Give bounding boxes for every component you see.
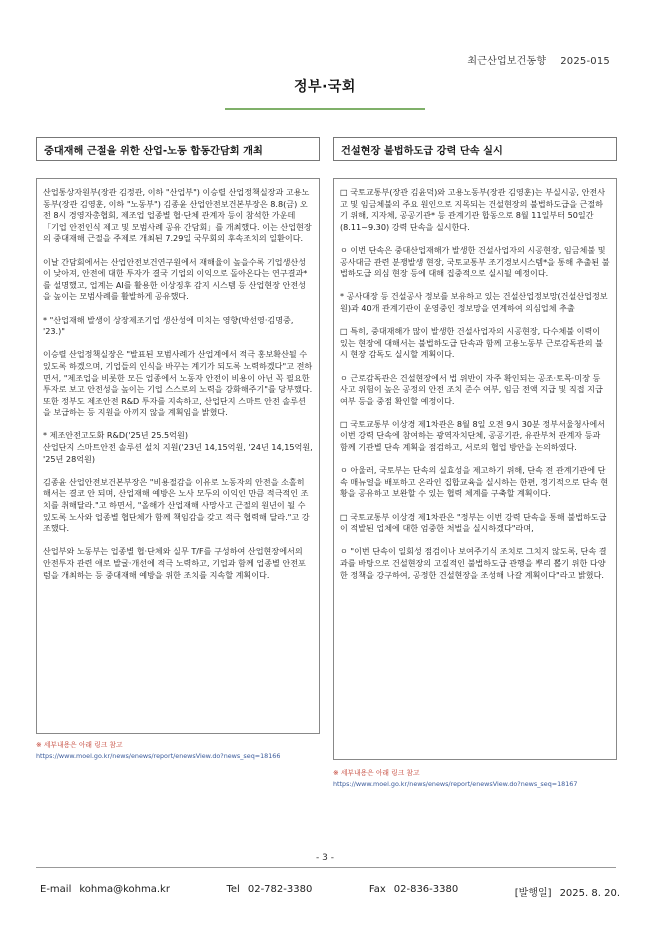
right-paragraph: □ 국토교통부 이상경 제1차관은 "정부는 이번 강력 단속을 통해 불법하도급이 적발된 업체에 대한 엄중한 처벌을 실시하겠다"라며, <box>340 511 607 534</box>
right-article-body <box>333 178 617 760</box>
left-section-heading: 중대재해 근절을 위한 산업-노동 합동간담회 개최 <box>36 137 320 161</box>
right-paragraph: ㅇ "이번 단속이 일회성 점검이나 보여주기식 조치로 그치지 않도록, 단속 결과를 바탕으로 건설현장의 고질적인 불법하도급 관행을 뿌리 뽑기 위한 다양한 정책을 강구하여, 공정한 건설현장을 조성해 나갈 계획이다"라고 밝혔다. <box>340 546 607 580</box>
footer-issued <box>515 884 620 899</box>
issue-number: 2025-015 <box>560 56 610 67</box>
email-value[interactable]: kohma@kohma.kr <box>79 884 170 895</box>
left-paragraph: * 제조안전고도화 R&D('25년 25.5억원) 산업단지 스마트안전 솔루션 설치 지원('23년 14,15억원, '24년 14,15억원, '25년 28억원) <box>43 430 313 464</box>
page-title-wrap <box>0 76 650 96</box>
right-paragraph: □ 특히, 중대재해가 많이 발생한 건설사업자의 시공현장, 다수체불 이력이 있는 현장에 대해서는 불법하도급 단속과 함께 고용노동부 근로감독관의 불시 현장 감독도 실시할 계획이다. <box>340 326 603 360</box>
left-paragraph: 김종윤 산업안전보건본부장은 "비용절감을 이유로 노동자의 안전을 소홀히 해서는 결코 안 되며, 산업재해 예방은 노사 모두의 이익인 만큼 적극적인 조치를 취해달라."고 하면서, "올해가 산업재해 사망사고 근절의 원년이 될 수 있도록 노사와 업종별 협단체가 함께 책임감을 갖고 적극 협력해 달라."고 강조했다. <box>43 476 310 534</box>
footer-divider <box>36 867 616 868</box>
right-paragraph: ㅇ 근로감독관은 건설현장에서 법 위반이 자주 확인되는 공조·토목·미장 등 사고 위험이 높은 공정의 안전 조치 준수 여부, 임금 전액 지급 및 직접 지급 여부 등을 중점 확인할 예정이다. <box>340 372 603 406</box>
left-reference-note: ※ 세부내용은 아래 링크 참고 <box>36 741 123 749</box>
page-number: - 3 - <box>316 853 334 863</box>
right-paragraph: □ 국토교통부(장관 김윤덕)와 고용노동부(장관 김영훈)는 부실시공, 안전사고 및 임금체불의 주요 원인으로 지목되는 건설현장의 불법하도급을 근절하기 위해, 지자체, 공공기관* 등 관계기관 합동으로 8월 11일부터 50일간(8.11~9.30) 강력 단속을 실시한다. <box>340 187 606 232</box>
footer-email <box>40 884 170 899</box>
issued-value: 2025. 8. 20. <box>559 888 620 899</box>
publication-header <box>453 52 610 67</box>
footer <box>40 884 620 899</box>
footer-tel <box>227 884 313 899</box>
right-paragraph: ㅇ 이번 단속은 중대산업재해가 발생한 건설사업자의 시공현장, 임금체불 및 공사대금 관련 분쟁발생 현장, 국토교통부 조기경보시스템*을 통해 추출된 불법하도급 의심 현장 등에 대해 집중적으로 실시될 예정이다. <box>340 244 610 279</box>
footer-fax <box>369 884 458 899</box>
left-paragraph: * "산업재해 발생이 상장제조기업 생산성에 미치는 영향(박선영·김명중, '23.)" <box>43 314 294 337</box>
title-underline <box>225 108 425 110</box>
left-paragraph: 산업부와 노동부는 업종별 협·단체와 실무 T/F를 구성하여 산업현장에서의 안전투자 관련 애로 발굴·개선에 적극 노력하고, 기업과 함께 업종별 안전포럼을 개최하는 등 중대재해 예방을 위한 조치를 지속할 계획이다. <box>43 546 306 580</box>
right-reference-link[interactable]: https://www.moel.go.kr/news/enews/report/enewsView.do?news_seq=18167 <box>333 780 578 788</box>
right-section-heading: 건설현장 불법하도급 강력 단속 실시 <box>333 137 617 161</box>
publication-name: 최근산업보건동향 <box>467 56 547 67</box>
page-title: 정부·국회 <box>294 79 356 95</box>
email-label: E-mail <box>40 884 72 895</box>
left-paragraph: 이승렬 산업정책실장은 "발표된 모범사례가 산업계에서 적극 홍보확산될 수 있도록 하겠으며, 기업들의 인식을 바꾸는 계기가 되도록 노력하겠다"고 전하면서, "제조업을 비롯한 모든 업종에서 노동자 안전이 비용이 아닌 꼭 필요한 투자로 보고 안전성을 높이는 기업 스스로의 노력을 강화해주기"를 당부했다. 또한 정부도 제조안전 R&D 투자를 지속하고, 산업단지 스마트 안전 솔루션을 보급하는 등 지원을 아끼지 않을 계획임을 밝혔다. <box>43 349 313 418</box>
right-paragraph: ㅇ 아울러, 국토부는 단속의 실효성을 제고하기 위해, 단속 전 관계기관에 단속 매뉴얼을 배포하고 온라인 집합교육을 실시하는 한편, 정기적으로 단속 현황을 공유하고 보완할 수 있는 협력 체계를 구축할 계획이다. <box>340 465 609 499</box>
left-article-body <box>36 178 320 734</box>
fax-value: 02-836-3380 <box>393 884 459 895</box>
tel-value: 02-782-3380 <box>247 884 313 895</box>
left-paragraph: 산업통상자원부(장관 김정관, 이하 "산업부") 이승렬 산업정책실장과 고용노동부(장관 김영훈, 이하 "노동부") 김종윤 산업안전보건본부장은 8.8(금) 오전 8시 경영자총협회, 제조업 업종별 협·단체 관계자 등이 참석한 가운데 「기업 안전인식 제고 및 모범사례 공유 간담회」를 개최했다. 이는 산업현장의 중대재해 근절을 주제로 개최된 7.29일 국무회의 후속조치의 일환이다. <box>43 187 312 244</box>
left-paragraph: 이날 간담회에서는 산업안전보건연구원에서 재해율이 높을수록 기업생산성이 낮아져, 안전에 대한 투자가 결국 기업의 이익으로 돌아온다는 연구결과*를 설명했고, 업계는 AI를 활용한 이상징후 감지 시스템 등 산업현장 안전성을 높이는 모범사례를 활발하게 공유했다. <box>43 256 308 302</box>
tel-label: Tel <box>226 884 240 895</box>
right-reference-note: ※ 세부내용은 아래 링크 참고 <box>333 769 420 777</box>
left-reference-link[interactable]: https://www.moel.go.kr/news/enews/report/enewsView.do?news_seq=18166 <box>36 752 281 760</box>
right-paragraph: * 공사대장 등 건설공사 정보를 보유하고 있는 건설산업정보망(건설산업정보원)과 40개 관계기관이 운영중인 정보망을 연계하여 의심업체 추출 <box>340 291 608 313</box>
fax-label: Fax <box>368 884 386 895</box>
right-paragraph: □ 국토교통부 이상경 제1차관은 8월 8일 오전 9시 30분 정부서울청사에서 이번 강력 단속에 참여하는 광역자치단체, 공공기관, 유관부처 관계자 등과 함께 기관별 단속 계획을 점검하고, 서로의 협업 방안을 논의하였다. <box>340 418 605 453</box>
issued-label: [발행일] <box>514 888 552 899</box>
